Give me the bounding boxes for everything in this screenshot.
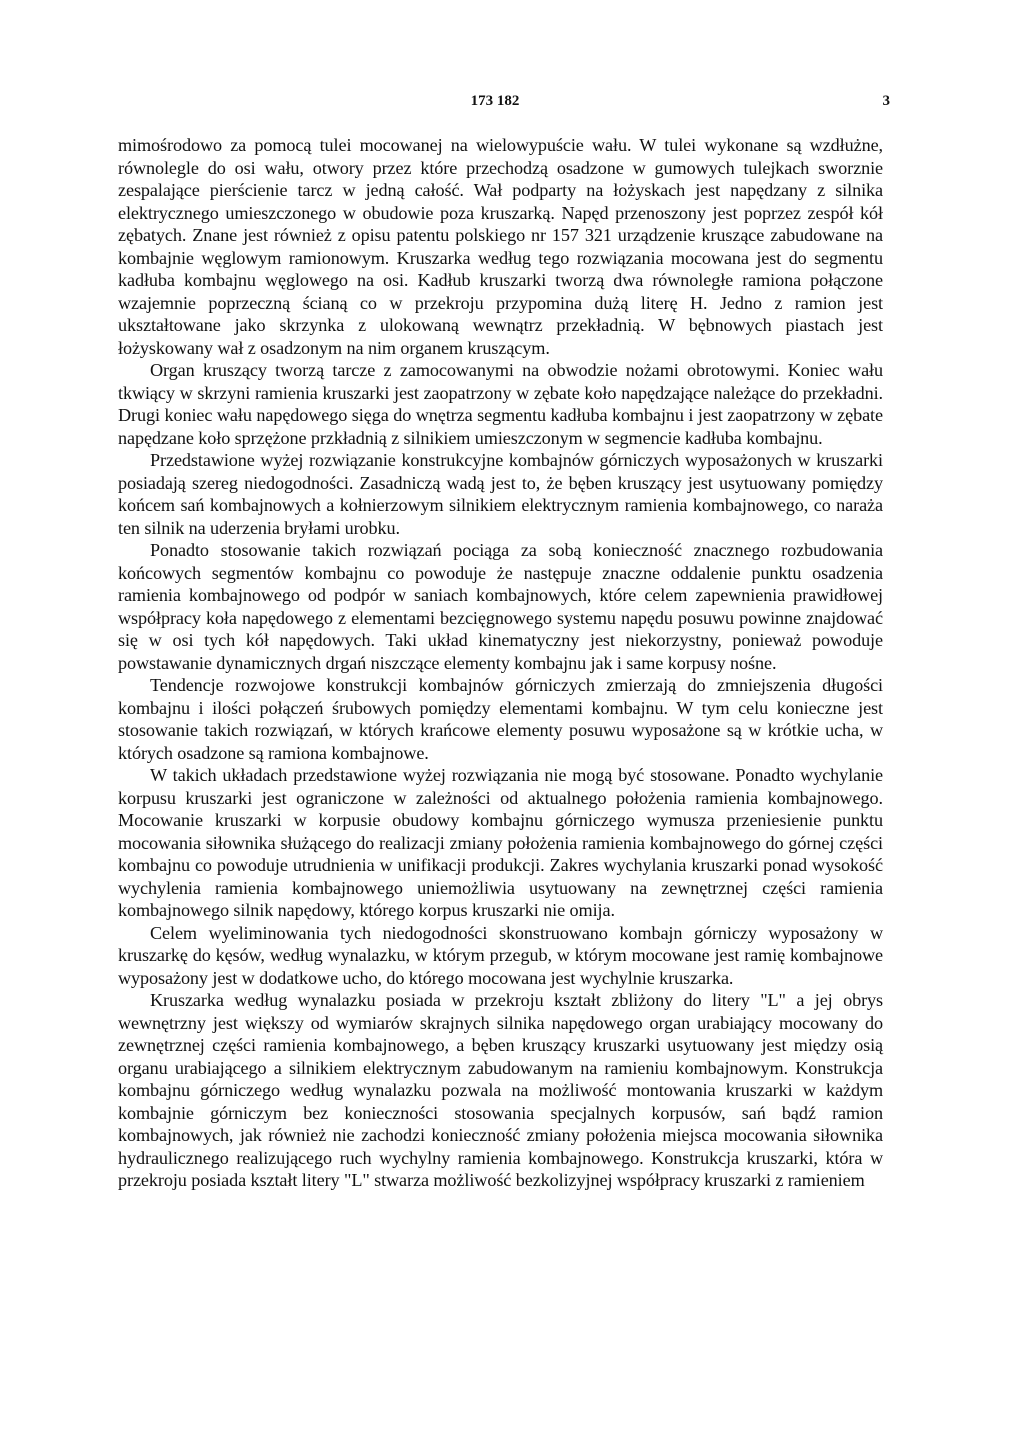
paragraph-6: W takich układach przedstawione wyżej rozwiązania nie mogą być stosowane. Ponadto wychylanie korpusu kruszarki jest ograniczone w zależności od aktualnego położenia ramienia kombajnowego. Mocowanie kruszarki w korpusie obudowy kombajnu górniczego wymusza przeniesienie punktu mocowania siłownika służącego do realizacji zmiany położenia ramienia kombajnowego do górnej części kombajnu co powoduje utrudnienia w unifikacji produkcji. Zakres wychylania kruszarki ponad wysokość wychylenia ramienia kombajnowego uniemożliwia usytuowany na zewnętrznej części ramienia kombajnowego silnik napędowy, którego korpus kruszarki nie omija. bbox=[118, 765, 883, 920]
document-number: 173 182 bbox=[470, 93, 520, 109]
page-number: 3 bbox=[882, 93, 890, 109]
paragraph-1: mimośrodowo za pomocą tulei mocowanej na wielowypuście wału. W tulei wykonane są wzdłużne, równolegle do osi wału, otwory przez które przechodzą osadzone w gumowych tulejkach sworznie zespalające pierścienie tarcz w jedną całość. Wał podparty na łożyskach jest napędzany z silnika elektrycznego umieszczonego w obudowie poza kruszarką. Napęd przenoszony jest poprzez zespół kół zębatych. Znane jest również z opisu patentu polskiego nr 157 321 urządzenie kruszące zabudowane na kombajnie węglowym ramionowym. Kruszarka według tego rozwiązania mocowana jest do segmentu kadłuba kombajnu węglowego na osi. Kadłub kruszarki tworzą dwa równoległe ramiona połączone wzajemnie poprzeczną ścianą co w przekroju przypomina dużą literę H. Jedno z ramion jest ukształtowane jako skrzynka z ulokowaną wewnątrz przekładnią. W bębnowych piastach jest łożyskowany wał z osadzonym na nim organem kruszącym. bbox=[118, 135, 883, 358]
page-header bbox=[100, 93, 890, 115]
paragraph-7: Celem wyeliminowania tych niedogodności skonstruowano kombajn górniczy wyposażony w kruszarkę do kęsów, według wynalazku, w którym przegub, w którym mocowane jest ramię kombajnowe wyposażony jest w dodatkowe ucho, do którego mocowana jest wychylnie kruszarka. bbox=[118, 922, 883, 988]
body-text bbox=[118, 134, 883, 1192]
paragraph-8: Kruszarka według wynalazku posiada w przekroju kształt zbliżony do litery "L" a jej obrys wewnętrzny jest większy od wymiarów skrajnych silnika napędowego organ urabiający mocowany do zewnętrznej części ramienia kombajnowego, a bęben kruszący kruszarki usytuowany jest między osią organu urabiającego a silnikiem elektrycznym zabudowanym na ramieniu kombajnowym. Konstrukcja kombajnu górniczego według wynalazku pozwala na możliwość montowania kruszarki w każdym kombajnie górniczym bez konieczności stosowania specjalnych korpusów, sań bądź ramion kombajnowych, jak również nie zachodzi konieczność zmiany położenia miejsca mocowania siłownika hydraulicznego realizującego ruch wychylny ramienia kombajnowego. Konstrukcja kruszarki, która w przekroju posiada kształt litery "L" stwarza możliwość bezkolizyjnej współpracy kruszarki z ramieniem bbox=[118, 990, 883, 1190]
paragraph-5: Tendencje rozwojowe konstrukcji kombajnów górniczych zmierzają do zmniejszenia długości kombajnu i ilości połączeń śrubowych pomiędzy elementami kombajnu. W tym celu konieczne jest stosowanie takich rozwiązań, w których krańcowe elementy posuwu wyposażone są w krótkie ucha, w których osadzone są ramiona kombajnowe. bbox=[118, 675, 883, 763]
paragraph-4: Ponadto stosowanie takich rozwiązań pociąga za sobą konieczność znacznego rozbudowania końcowych segmentów kombajnu co powoduje że następuje znaczne oddalenie punktu osadzenia ramienia kombajnowego od podpór w saniach kombajnowych, które celem zapewnienia prawidłowej współpracy koła napędowego z elementami bezcięgnowego systemu napędu posuwu powinne znajdować się w osi tych kół napędowych. Taki układ kinematyczny jest niekorzystny, ponieważ powoduje powstawanie dynamicznych drgań niszczące elementy kombajnu jak i same korpusy nośne. bbox=[118, 540, 883, 673]
paragraph-2: Organ kruszący tworzą tarcze z zamocowanymi na obwodzie nożami obrotowymi. Koniec wału tkwiący w skrzyni ramienia kruszarki jest zaopatrzony w zębate koło napędzające należące do przekładni. Drugi koniec wału napędowego sięga do wnętrza segmentu kadłuba kombajnu i jest zaopatrzony w zębate napędzane koło sprzężone przkładnią z silnikiem umieszczonym w segmencie kadłuba kombajnu. bbox=[118, 360, 883, 448]
paragraph-3: Przedstawione wyżej rozwiązanie konstrukcyjne kombajnów górniczych wyposażonych w kruszarki posiadają szereg niedogodności. Zasadniczą wadą jest to, że bęben kruszący jest usytuowany pomiędzy końcem sań kombajnowych a kołnierzowym silnikiem elektrycznym ramienia kombajnowego, co naraża ten silnik na uderzenia bryłami urobku. bbox=[118, 450, 883, 538]
